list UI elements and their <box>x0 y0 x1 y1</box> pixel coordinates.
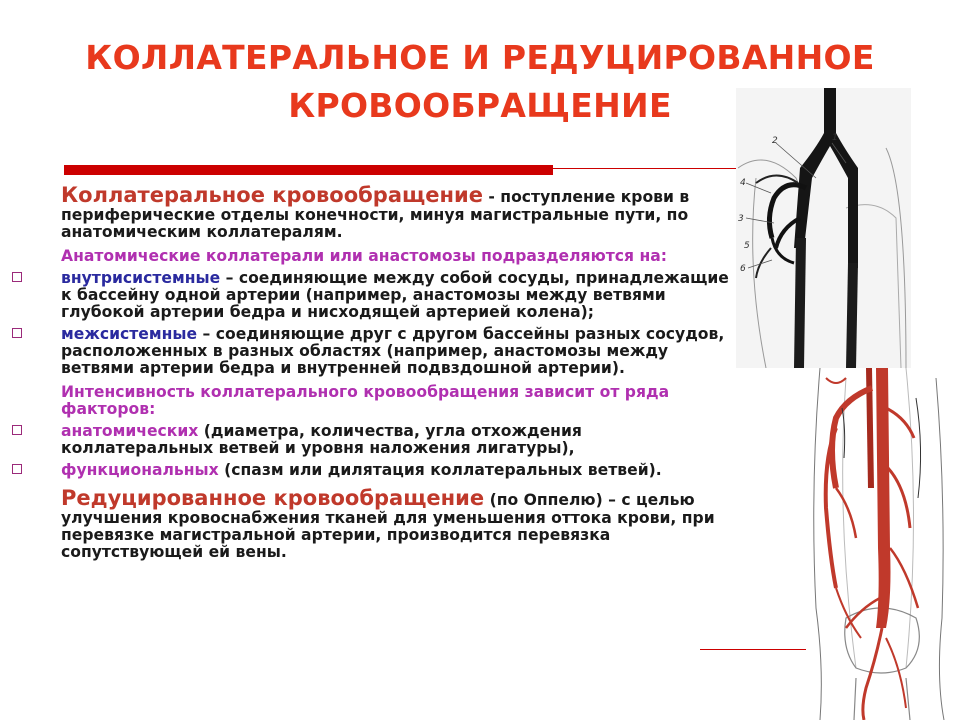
reduced-heading: Редуцированное кровообращение <box>61 486 485 510</box>
reduced-paragraph <box>61 486 736 561</box>
collateral-heading: Коллатеральное кровообращение <box>61 183 483 207</box>
bullet-anatomical-factors <box>61 423 736 457</box>
checkbox-bullet-icon <box>12 328 22 338</box>
figure-label-4: 4 <box>740 178 746 188</box>
figure-label-1: 1 <box>832 133 838 143</box>
intrasystem-text: – соединяющие между собой сосуды, принадлежащие к бассейну одной артерии (например, анастомозы между ветвями глубокой артерии бедра и нисходящей артерией колена); <box>61 269 729 321</box>
collateral-dash: - <box>482 188 495 206</box>
slide-content <box>61 183 736 561</box>
collateral-definition: поступление крови в периферические отделы конечности, минуя магистральные пути, по анатомическим коллатералям. <box>61 188 690 241</box>
checkbox-bullet-icon <box>12 464 22 474</box>
anatomical-factors-text: (диаметра, количества, угла отхождения коллатеральных ветвей и уровня наложения лигатуры), <box>61 422 582 457</box>
functional-factors-term: функциональных <box>61 461 219 479</box>
bullet-intrasystem <box>61 270 736 321</box>
bullet-intersystem <box>61 326 736 377</box>
reduced-text: – с целью улучшения кровоснабжения тканей для уменьшения оттока крови, при перевязке магистральной артерии, производится перевязка сопутствующей ей вены. <box>61 491 715 561</box>
collateral-paragraph <box>61 183 736 241</box>
checkbox-bullet-icon <box>12 425 22 435</box>
thigh-artery-diagram <box>806 368 960 720</box>
figure-label-6: 6 <box>740 264 746 274</box>
intersystem-term: межсистемные <box>61 325 198 343</box>
bottom-rule <box>700 649 806 650</box>
intrasystem-term: внутрисистемные <box>61 269 221 287</box>
title-line-2: КРОВООБРАЩЕНИЕ <box>288 86 672 125</box>
figure-label-3: 3 <box>738 214 744 224</box>
title-underline-bar <box>64 165 553 175</box>
anatomical-factors-term: анатомических <box>61 422 199 440</box>
intersystem-text: – соединяющие друг с другом бассейны разных сосудов, расположенных в разных областях (например, анастомозы между ветвями артерии бедра и внутренней подвздошной артерии). <box>61 325 725 377</box>
figure-label-2: 2 <box>772 136 778 146</box>
title-underline-thin <box>553 168 736 169</box>
anatomical-intro: Анатомические коллатерали или анастомозы подразделяются на: <box>61 247 667 265</box>
functional-factors-text: (спазм или дилятация коллатеральных ветвей). <box>218 461 662 479</box>
intensity-intro: Интенсивность коллатерального кровообращения зависит от ряда факторов: <box>61 383 670 418</box>
checkbox-bullet-icon <box>12 272 22 282</box>
vessel-diagram-top <box>736 88 911 368</box>
title-line-1: КОЛЛАТЕРАЛЬНОЕ И РЕДУЦИРОВАННОЕ <box>85 38 875 77</box>
reduced-author: (по Оппелю) <box>484 491 603 509</box>
figure-label-5: 5 <box>744 241 750 251</box>
bullet-functional-factors <box>61 462 736 479</box>
